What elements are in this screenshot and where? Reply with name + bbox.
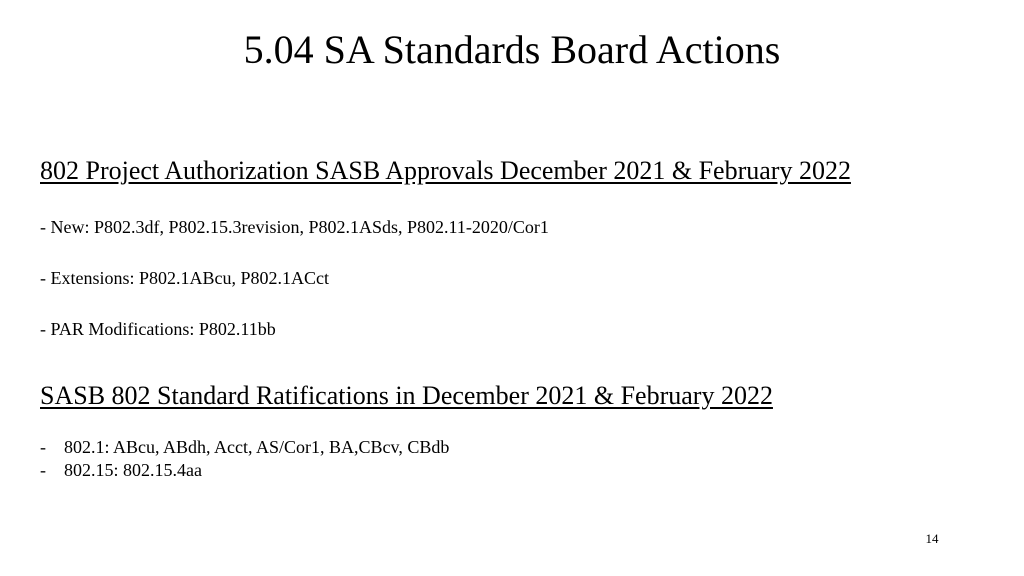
list-item-text: 802.15: 802.15.4aa — [64, 460, 202, 480]
list-item — [40, 459, 449, 482]
list-item-marker: - — [40, 437, 46, 457]
par-approvals-heading: 802 Project Authorization SASB Approvals December 2021 & February 2022 — [40, 156, 851, 185]
list-item — [40, 436, 449, 459]
ratifications-list — [40, 436, 449, 482]
new-pars-line: - New: P802.3df, P802.15.3revision, P802.1ASds, P802.11-2020/Cor1 — [40, 217, 549, 237]
ratifications-heading: SASB 802 Standard Ratifications in December 2021 & February 2022 — [40, 381, 773, 410]
extensions-line: - Extensions: P802.1ABcu, P802.1ACct — [40, 268, 330, 288]
par-modifications-line: - PAR Modifications: P802.11bb — [40, 319, 276, 339]
page-number: 14 — [925, 531, 939, 546]
list-item-text: 802.1: ABcu, ABdh, Acct, AS/Cor1, BA,CBcv, CBdb — [64, 437, 450, 457]
slide-title: 5.04 SA Standards Board Actions — [243, 27, 781, 72]
list-item-marker: - — [40, 460, 46, 480]
